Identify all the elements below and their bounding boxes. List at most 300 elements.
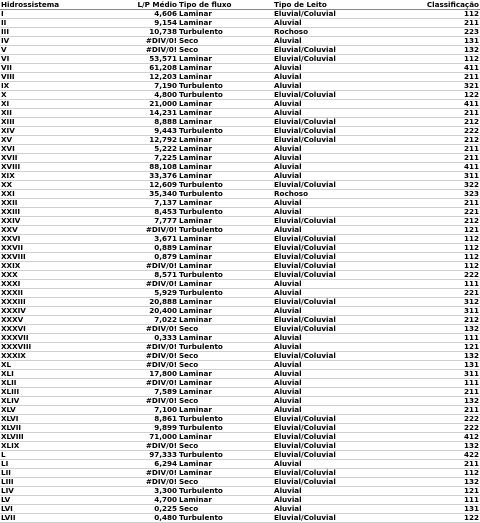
cell-hidrossistema[interactable]: XIII: [0, 118, 70, 127]
cell-hidrossistema[interactable]: XXIX: [0, 262, 70, 271]
cell-classificacao[interactable]: 221: [400, 289, 480, 298]
cell-classificacao[interactable]: 112: [400, 253, 480, 262]
cell-classificacao[interactable]: 222: [400, 271, 480, 280]
cell-classificacao[interactable]: 122: [400, 91, 480, 100]
cell-tipo-de-leito[interactable]: Eluvial/Coluvial: [273, 316, 400, 325]
cell-tipo-de-leito[interactable]: Aluvial: [273, 226, 400, 235]
cell-tipo-de-leito[interactable]: Eluvial/Coluvial: [273, 262, 400, 271]
cell-hidrossistema[interactable]: XLV: [0, 406, 70, 415]
cell-tipo-de-fluxo[interactable]: Turbulento: [178, 181, 273, 190]
cell-classificacao[interactable]: 112: [400, 469, 480, 478]
cell-tipo-de-leito[interactable]: Eluvial/Coluvial: [273, 181, 400, 190]
cell-tipo-de-leito[interactable]: Aluvial: [273, 109, 400, 118]
cell-lp-medio[interactable]: 9,154: [70, 19, 178, 28]
cell-lp-medio[interactable]: 0,225: [70, 505, 178, 514]
cell-tipo-de-fluxo[interactable]: Turbulento: [178, 514, 273, 523]
cell-classificacao[interactable]: 411: [400, 100, 480, 109]
cell-lp-medio[interactable]: 8,888: [70, 118, 178, 127]
cell-hidrossistema[interactable]: XXIII: [0, 208, 70, 217]
cell-classificacao[interactable]: 211: [400, 109, 480, 118]
cell-hidrossistema[interactable]: XXXIV: [0, 307, 70, 316]
cell-lp-medio[interactable]: 3,300: [70, 487, 178, 496]
cell-classificacao[interactable]: 112: [400, 262, 480, 271]
cell-lp-medio[interactable]: #DIV/0!: [70, 469, 178, 478]
cell-tipo-de-leito[interactable]: Eluvial/Coluvial: [273, 298, 400, 307]
cell-classificacao[interactable]: 322: [400, 181, 480, 190]
cell-tipo-de-leito[interactable]: Aluvial: [273, 370, 400, 379]
cell-lp-medio[interactable]: 9,899: [70, 424, 178, 433]
cell-hidrossistema[interactable]: XXXVIII: [0, 343, 70, 352]
cell-tipo-de-leito[interactable]: Aluvial: [273, 82, 400, 91]
cell-tipo-de-fluxo[interactable]: Laminar: [178, 154, 273, 163]
col-header-tipo-de-leito[interactable]: Tipo de Leito: [273, 0, 400, 10]
cell-lp-medio[interactable]: #DIV/0!: [70, 262, 178, 271]
cell-tipo-de-leito[interactable]: Aluvial: [273, 379, 400, 388]
cell-tipo-de-leito[interactable]: Eluvial/Coluvial: [273, 91, 400, 100]
cell-classificacao[interactable]: 132: [400, 397, 480, 406]
cell-classificacao[interactable]: 211: [400, 73, 480, 82]
cell-tipo-de-fluxo[interactable]: Seco: [178, 442, 273, 451]
cell-tipo-de-leito[interactable]: Eluvial/Coluvial: [273, 478, 400, 487]
cell-hidrossistema[interactable]: XXXVII: [0, 334, 70, 343]
cell-tipo-de-fluxo[interactable]: Seco: [178, 505, 273, 514]
cell-tipo-de-leito[interactable]: Eluvial/Coluvial: [273, 271, 400, 280]
cell-classificacao[interactable]: 211: [400, 154, 480, 163]
cell-hidrossistema[interactable]: IV: [0, 37, 70, 46]
cell-hidrossistema[interactable]: XX: [0, 181, 70, 190]
cell-lp-medio[interactable]: 8,453: [70, 208, 178, 217]
cell-hidrossistema[interactable]: XXIV: [0, 217, 70, 226]
cell-tipo-de-leito[interactable]: Eluvial/Coluvial: [273, 235, 400, 244]
cell-lp-medio[interactable]: 8,571: [70, 271, 178, 280]
cell-tipo-de-fluxo[interactable]: Laminar: [178, 307, 273, 316]
cell-classificacao[interactable]: 132: [400, 478, 480, 487]
cell-tipo-de-leito[interactable]: Eluvial/Coluvial: [273, 442, 400, 451]
cell-classificacao[interactable]: 223: [400, 28, 480, 37]
cell-tipo-de-leito[interactable]: Rochoso: [273, 28, 400, 37]
cell-tipo-de-leito[interactable]: Aluvial: [273, 397, 400, 406]
cell-lp-medio[interactable]: #DIV/0!: [70, 37, 178, 46]
table-row: [0, 19, 480, 28]
col-header-hidrossistema[interactable]: Hidrossistema: [0, 0, 70, 10]
cell-hidrossistema[interactable]: XLVIII: [0, 433, 70, 442]
cell-tipo-de-fluxo[interactable]: Seco: [178, 361, 273, 370]
cell-hidrossistema[interactable]: XLII: [0, 379, 70, 388]
col-header-classificacao[interactable]: Classificação: [400, 0, 480, 10]
cell-lp-medio[interactable]: 12,792: [70, 136, 178, 145]
cell-tipo-de-leito[interactable]: Aluvial: [273, 343, 400, 352]
cell-lp-medio[interactable]: 61,208: [70, 64, 178, 73]
cell-classificacao[interactable]: 211: [400, 460, 480, 469]
cell-hidrossistema[interactable]: LII: [0, 469, 70, 478]
cell-classificacao[interactable]: 121: [400, 226, 480, 235]
cell-lp-medio[interactable]: 0,889: [70, 244, 178, 253]
cell-tipo-de-fluxo[interactable]: Turbulento: [178, 289, 273, 298]
cell-classificacao[interactable]: 132: [400, 352, 480, 361]
cell-hidrossistema[interactable]: XLVII: [0, 424, 70, 433]
cell-tipo-de-fluxo[interactable]: Laminar: [178, 280, 273, 289]
cell-classificacao[interactable]: 211: [400, 199, 480, 208]
cell-hidrossistema[interactable]: XXXVI: [0, 325, 70, 334]
cell-classificacao[interactable]: 122: [400, 514, 480, 523]
cell-tipo-de-fluxo[interactable]: Turbulento: [178, 82, 273, 91]
cell-hidrossistema[interactable]: XLIII: [0, 388, 70, 397]
table-row: [0, 424, 480, 433]
cell-tipo-de-leito[interactable]: Aluvial: [273, 361, 400, 370]
cell-lp-medio[interactable]: #DIV/0!: [70, 478, 178, 487]
table-row: [0, 37, 480, 46]
cell-hidrossistema[interactable]: XXX: [0, 271, 70, 280]
cell-classificacao[interactable]: 132: [400, 46, 480, 55]
cell-tipo-de-fluxo[interactable]: Laminar: [178, 460, 273, 469]
cell-tipo-de-leito[interactable]: Aluvial: [273, 487, 400, 496]
cell-hidrossistema[interactable]: XL: [0, 361, 70, 370]
cell-tipo-de-fluxo[interactable]: Laminar: [178, 199, 273, 208]
cell-tipo-de-leito[interactable]: Aluvial: [273, 37, 400, 46]
cell-hidrossistema[interactable]: LIV: [0, 487, 70, 496]
cell-lp-medio[interactable]: 5,929: [70, 289, 178, 298]
cell-hidrossistema[interactable]: XXVII: [0, 244, 70, 253]
cell-hidrossistema[interactable]: XXI: [0, 190, 70, 199]
cell-lp-medio[interactable]: #DIV/0!: [70, 397, 178, 406]
cell-tipo-de-fluxo[interactable]: Laminar: [178, 100, 273, 109]
cell-tipo-de-leito[interactable]: Aluvial: [273, 289, 400, 298]
cell-lp-medio[interactable]: 7,190: [70, 82, 178, 91]
cell-lp-medio[interactable]: #DIV/0!: [70, 361, 178, 370]
cell-tipo-de-leito[interactable]: Aluvial: [273, 19, 400, 28]
cell-classificacao[interactable]: 212: [400, 118, 480, 127]
cell-hidrossistema[interactable]: LV: [0, 496, 70, 505]
cell-lp-medio[interactable]: #DIV/0!: [70, 325, 178, 334]
cell-lp-medio[interactable]: 10,738: [70, 28, 178, 37]
cell-tipo-de-fluxo[interactable]: Laminar: [178, 298, 273, 307]
cell-classificacao[interactable]: 132: [400, 325, 480, 334]
cell-tipo-de-leito[interactable]: Eluvial/Coluvial: [273, 325, 400, 334]
cell-tipo-de-fluxo[interactable]: Seco: [178, 46, 273, 55]
cell-tipo-de-fluxo[interactable]: Turbulento: [178, 424, 273, 433]
cell-lp-medio[interactable]: #DIV/0!: [70, 46, 178, 55]
cell-hidrossistema[interactable]: VII: [0, 64, 70, 73]
cell-lp-medio[interactable]: #DIV/0!: [70, 379, 178, 388]
cell-classificacao[interactable]: 132: [400, 442, 480, 451]
cell-tipo-de-leito[interactable]: Eluvial/Coluvial: [273, 136, 400, 145]
cell-classificacao[interactable]: 312: [400, 298, 480, 307]
cell-hidrossistema[interactable]: LVI: [0, 505, 70, 514]
cell-tipo-de-leito[interactable]: Eluvial/Coluvial: [273, 415, 400, 424]
cell-lp-medio[interactable]: #DIV/0!: [70, 352, 178, 361]
cell-hidrossistema[interactable]: XII: [0, 109, 70, 118]
cell-classificacao[interactable]: 121: [400, 487, 480, 496]
cell-tipo-de-fluxo[interactable]: Turbulento: [178, 208, 273, 217]
cell-tipo-de-leito[interactable]: Aluvial: [273, 280, 400, 289]
table-row: [0, 253, 480, 262]
cell-lp-medio[interactable]: 0,480: [70, 514, 178, 523]
cell-hidrossistema[interactable]: XLIV: [0, 397, 70, 406]
cell-classificacao[interactable]: 111: [400, 280, 480, 289]
cell-hidrossistema[interactable]: XXXIII: [0, 298, 70, 307]
cell-tipo-de-leito[interactable]: Aluvial: [273, 460, 400, 469]
cell-tipo-de-fluxo[interactable]: Seco: [178, 352, 273, 361]
cell-tipo-de-fluxo[interactable]: Laminar: [178, 379, 273, 388]
cell-classificacao[interactable]: 131: [400, 361, 480, 370]
cell-hidrossistema[interactable]: L: [0, 451, 70, 460]
cell-tipo-de-leito[interactable]: Eluvial/Coluvial: [273, 514, 400, 523]
cell-lp-medio[interactable]: 0,333: [70, 334, 178, 343]
cell-tipo-de-leito[interactable]: Aluvial: [273, 145, 400, 154]
cell-lp-medio[interactable]: 7,777: [70, 217, 178, 226]
cell-lp-medio[interactable]: 4,606: [70, 10, 178, 19]
cell-tipo-de-leito[interactable]: Eluvial/Coluvial: [273, 217, 400, 226]
cell-hidrossistema[interactable]: XVIII: [0, 163, 70, 172]
cell-hidrossistema[interactable]: XXVI: [0, 235, 70, 244]
cell-tipo-de-fluxo[interactable]: Laminar: [178, 145, 273, 154]
cell-tipo-de-leito[interactable]: Rochoso: [273, 190, 400, 199]
cell-tipo-de-fluxo[interactable]: Laminar: [178, 469, 273, 478]
cell-tipo-de-leito[interactable]: Eluvial/Coluvial: [273, 424, 400, 433]
cell-tipo-de-leito[interactable]: Eluvial/Coluvial: [273, 433, 400, 442]
cell-hidrossistema[interactable]: X: [0, 91, 70, 100]
cell-hidrossistema[interactable]: XLI: [0, 370, 70, 379]
cell-tipo-de-fluxo[interactable]: Laminar: [178, 64, 273, 73]
cell-tipo-de-leito[interactable]: Aluvial: [273, 496, 400, 505]
cell-hidrossistema[interactable]: XLVI: [0, 415, 70, 424]
cell-lp-medio[interactable]: #DIV/0!: [70, 280, 178, 289]
cell-hidrossistema[interactable]: XXII: [0, 199, 70, 208]
cell-hidrossistema[interactable]: XXXIX: [0, 352, 70, 361]
table-row: [0, 514, 480, 523]
cell-tipo-de-leito[interactable]: Aluvial: [273, 505, 400, 514]
col-header-lp-medio[interactable]: L/P Médio: [70, 0, 178, 10]
cell-lp-medio[interactable]: 71,000: [70, 433, 178, 442]
cell-lp-medio[interactable]: 21,000: [70, 100, 178, 109]
cell-tipo-de-fluxo[interactable]: Seco: [178, 37, 273, 46]
cell-hidrossistema[interactable]: V: [0, 46, 70, 55]
cell-tipo-de-fluxo[interactable]: Laminar: [178, 19, 273, 28]
cell-classificacao[interactable]: 211: [400, 388, 480, 397]
col-header-tipo-de-fluxo[interactable]: Tipo de fluxo: [178, 0, 273, 10]
cell-classificacao[interactable]: 321: [400, 82, 480, 91]
cell-tipo-de-fluxo[interactable]: Laminar: [178, 388, 273, 397]
cell-tipo-de-leito[interactable]: Aluvial: [273, 334, 400, 343]
cell-tipo-de-leito[interactable]: Aluvial: [273, 172, 400, 181]
table-row: [0, 208, 480, 217]
cell-tipo-de-fluxo[interactable]: Laminar: [178, 334, 273, 343]
cell-classificacao[interactable]: 411: [400, 163, 480, 172]
cell-lp-medio[interactable]: 35,340: [70, 190, 178, 199]
cell-tipo-de-fluxo[interactable]: Laminar: [178, 235, 273, 244]
cell-tipo-de-fluxo[interactable]: Seco: [178, 478, 273, 487]
cell-tipo-de-fluxo[interactable]: Laminar: [178, 370, 273, 379]
cell-classificacao[interactable]: 311: [400, 172, 480, 181]
cell-lp-medio[interactable]: 12,203: [70, 73, 178, 82]
cell-hidrossistema[interactable]: LVII: [0, 514, 70, 523]
cell-tipo-de-leito[interactable]: Eluvial/Coluvial: [273, 244, 400, 253]
cell-tipo-de-leito[interactable]: Eluvial/Coluvial: [273, 55, 400, 64]
cell-lp-medio[interactable]: 7,100: [70, 406, 178, 415]
cell-hidrossistema[interactable]: XLIX: [0, 442, 70, 451]
cell-hidrossistema[interactable]: XI: [0, 100, 70, 109]
cell-lp-medio[interactable]: 0,879: [70, 253, 178, 262]
cell-lp-medio[interactable]: 8,861: [70, 415, 178, 424]
cell-classificacao[interactable]: 311: [400, 307, 480, 316]
cell-tipo-de-leito[interactable]: Aluvial: [273, 406, 400, 415]
cell-hidrossistema[interactable]: XXXI: [0, 280, 70, 289]
cell-classificacao[interactable]: 411: [400, 64, 480, 73]
cell-classificacao[interactable]: 112: [400, 55, 480, 64]
cell-tipo-de-fluxo[interactable]: Turbulento: [178, 28, 273, 37]
cell-tipo-de-leito[interactable]: Aluvial: [273, 73, 400, 82]
cell-tipo-de-leito[interactable]: Eluvial/Coluvial: [273, 118, 400, 127]
cell-lp-medio[interactable]: 7,022: [70, 316, 178, 325]
cell-lp-medio[interactable]: 9,443: [70, 127, 178, 136]
cell-tipo-de-fluxo[interactable]: Laminar: [178, 316, 273, 325]
cell-hidrossistema[interactable]: VI: [0, 55, 70, 64]
cell-tipo-de-fluxo[interactable]: Seco: [178, 325, 273, 334]
cell-lp-medio[interactable]: #DIV/0!: [70, 343, 178, 352]
cell-lp-medio[interactable]: 4,700: [70, 496, 178, 505]
cell-classificacao[interactable]: 211: [400, 19, 480, 28]
cell-classificacao[interactable]: 311: [400, 370, 480, 379]
cell-tipo-de-leito[interactable]: Aluvial: [273, 154, 400, 163]
cell-tipo-de-leito[interactable]: Aluvial: [273, 208, 400, 217]
cell-hidrossistema[interactable]: XVI: [0, 145, 70, 154]
cell-lp-medio[interactable]: 53,571: [70, 55, 178, 64]
cell-tipo-de-fluxo[interactable]: Laminar: [178, 262, 273, 271]
cell-hidrossistema[interactable]: II: [0, 19, 70, 28]
cell-hidrossistema[interactable]: XVII: [0, 154, 70, 163]
cell-tipo-de-fluxo[interactable]: Laminar: [178, 433, 273, 442]
cell-classificacao[interactable]: 111: [400, 496, 480, 505]
cell-tipo-de-fluxo[interactable]: Laminar: [178, 163, 273, 172]
cell-classificacao[interactable]: 323: [400, 190, 480, 199]
cell-hidrossistema[interactable]: LIII: [0, 478, 70, 487]
table-row: [0, 316, 480, 325]
cell-classificacao[interactable]: 121: [400, 343, 480, 352]
cell-classificacao[interactable]: 412: [400, 433, 480, 442]
cell-classificacao[interactable]: 222: [400, 127, 480, 136]
cell-tipo-de-fluxo[interactable]: Laminar: [178, 406, 273, 415]
cell-classificacao[interactable]: 211: [400, 145, 480, 154]
cell-hidrossistema[interactable]: XIX: [0, 172, 70, 181]
cell-lp-medio[interactable]: 97,333: [70, 451, 178, 460]
cell-classificacao[interactable]: 112: [400, 244, 480, 253]
cell-classificacao[interactable]: 212: [400, 217, 480, 226]
cell-tipo-de-fluxo[interactable]: Laminar: [178, 118, 273, 127]
cell-lp-medio[interactable]: 14,231: [70, 109, 178, 118]
cell-tipo-de-leito[interactable]: Aluvial: [273, 307, 400, 316]
cell-lp-medio[interactable]: 12,609: [70, 181, 178, 190]
cell-tipo-de-fluxo[interactable]: Turbulento: [178, 190, 273, 199]
cell-tipo-de-fluxo[interactable]: Laminar: [178, 496, 273, 505]
cell-classificacao[interactable]: 221: [400, 208, 480, 217]
cell-tipo-de-fluxo[interactable]: Turbulento: [178, 271, 273, 280]
table-row: [0, 325, 480, 334]
cell-lp-medio[interactable]: 4,800: [70, 91, 178, 100]
cell-lp-medio[interactable]: 17,800: [70, 370, 178, 379]
table-row: [0, 478, 480, 487]
cell-tipo-de-leito[interactable]: Eluvial/Coluvial: [273, 46, 400, 55]
cell-classificacao[interactable]: 112: [400, 235, 480, 244]
cell-lp-medio[interactable]: 20,888: [70, 298, 178, 307]
cell-classificacao[interactable]: 212: [400, 316, 480, 325]
cell-tipo-de-fluxo[interactable]: Turbulento: [178, 343, 273, 352]
table-row: [0, 100, 480, 109]
cell-classificacao[interactable]: 222: [400, 424, 480, 433]
cell-tipo-de-fluxo[interactable]: Turbulento: [178, 487, 273, 496]
cell-tipo-de-fluxo[interactable]: Turbulento: [178, 226, 273, 235]
cell-tipo-de-fluxo[interactable]: Laminar: [178, 10, 273, 19]
cell-hidrossistema[interactable]: III: [0, 28, 70, 37]
cell-tipo-de-fluxo[interactable]: Laminar: [178, 136, 273, 145]
cell-tipo-de-leito[interactable]: Eluvial/Coluvial: [273, 127, 400, 136]
cell-tipo-de-leito[interactable]: Eluvial/Coluvial: [273, 253, 400, 262]
cell-hidrossistema[interactable]: VIII: [0, 73, 70, 82]
cell-lp-medio[interactable]: 6,294: [70, 460, 178, 469]
cell-classificacao[interactable]: 422: [400, 451, 480, 460]
cell-tipo-de-fluxo[interactable]: Laminar: [178, 217, 273, 226]
cell-classificacao[interactable]: 211: [400, 406, 480, 415]
cell-hidrossistema[interactable]: XIV: [0, 127, 70, 136]
cell-tipo-de-leito[interactable]: Aluvial: [273, 163, 400, 172]
cell-lp-medio[interactable]: 33,376: [70, 172, 178, 181]
cell-tipo-de-leito[interactable]: Eluvial/Coluvial: [273, 10, 400, 19]
cell-hidrossistema[interactable]: XXV: [0, 226, 70, 235]
cell-lp-medio[interactable]: 88,108: [70, 163, 178, 172]
cell-classificacao[interactable]: 111: [400, 334, 480, 343]
cell-classificacao[interactable]: 222: [400, 415, 480, 424]
cell-tipo-de-fluxo[interactable]: Seco: [178, 397, 273, 406]
cell-tipo-de-leito[interactable]: Eluvial/Coluvial: [273, 352, 400, 361]
cell-lp-medio[interactable]: 7,589: [70, 388, 178, 397]
cell-hidrossistema[interactable]: XV: [0, 136, 70, 145]
cell-lp-medio[interactable]: 5,222: [70, 145, 178, 154]
cell-lp-medio[interactable]: 20,400: [70, 307, 178, 316]
cell-tipo-de-fluxo[interactable]: Laminar: [178, 244, 273, 253]
cell-tipo-de-fluxo[interactable]: Laminar: [178, 253, 273, 262]
cell-tipo-de-leito[interactable]: Aluvial: [273, 100, 400, 109]
cell-classificacao[interactable]: 131: [400, 37, 480, 46]
cell-tipo-de-leito[interactable]: Aluvial: [273, 64, 400, 73]
cell-tipo-de-fluxo[interactable]: Laminar: [178, 73, 273, 82]
cell-classificacao[interactable]: 131: [400, 505, 480, 514]
cell-hidrossistema[interactable]: LI: [0, 460, 70, 469]
cell-tipo-de-fluxo[interactable]: Turbulento: [178, 451, 273, 460]
cell-lp-medio[interactable]: #DIV/0!: [70, 442, 178, 451]
cell-hidrossistema[interactable]: I: [0, 10, 70, 19]
cell-classificacao[interactable]: 212: [400, 136, 480, 145]
cell-hidrossistema[interactable]: XXXV: [0, 316, 70, 325]
cell-classificacao[interactable]: 111: [400, 379, 480, 388]
cell-lp-medio[interactable]: #DIV/0!: [70, 226, 178, 235]
cell-tipo-de-fluxo[interactable]: Turbulento: [178, 415, 273, 424]
cell-tipo-de-fluxo[interactable]: Laminar: [178, 172, 273, 181]
cell-tipo-de-fluxo[interactable]: Laminar: [178, 55, 273, 64]
cell-tipo-de-leito[interactable]: Eluvial/Coluvial: [273, 451, 400, 460]
cell-tipo-de-leito[interactable]: Aluvial: [273, 388, 400, 397]
cell-hidrossistema[interactable]: XXVIII: [0, 253, 70, 262]
cell-tipo-de-fluxo[interactable]: Laminar: [178, 109, 273, 118]
cell-tipo-de-leito[interactable]: Eluvial/Coluvial: [273, 469, 400, 478]
cell-lp-medio[interactable]: 7,137: [70, 199, 178, 208]
cell-hidrossistema[interactable]: XXXII: [0, 289, 70, 298]
cell-lp-medio[interactable]: 3,671: [70, 235, 178, 244]
cell-hidrossistema[interactable]: IX: [0, 82, 70, 91]
cell-tipo-de-fluxo[interactable]: Turbulento: [178, 127, 273, 136]
cell-classificacao[interactable]: 112: [400, 10, 480, 19]
cell-tipo-de-fluxo[interactable]: Turbulento: [178, 91, 273, 100]
cell-tipo-de-leito[interactable]: Aluvial: [273, 199, 400, 208]
cell-lp-medio[interactable]: 7,225: [70, 154, 178, 163]
